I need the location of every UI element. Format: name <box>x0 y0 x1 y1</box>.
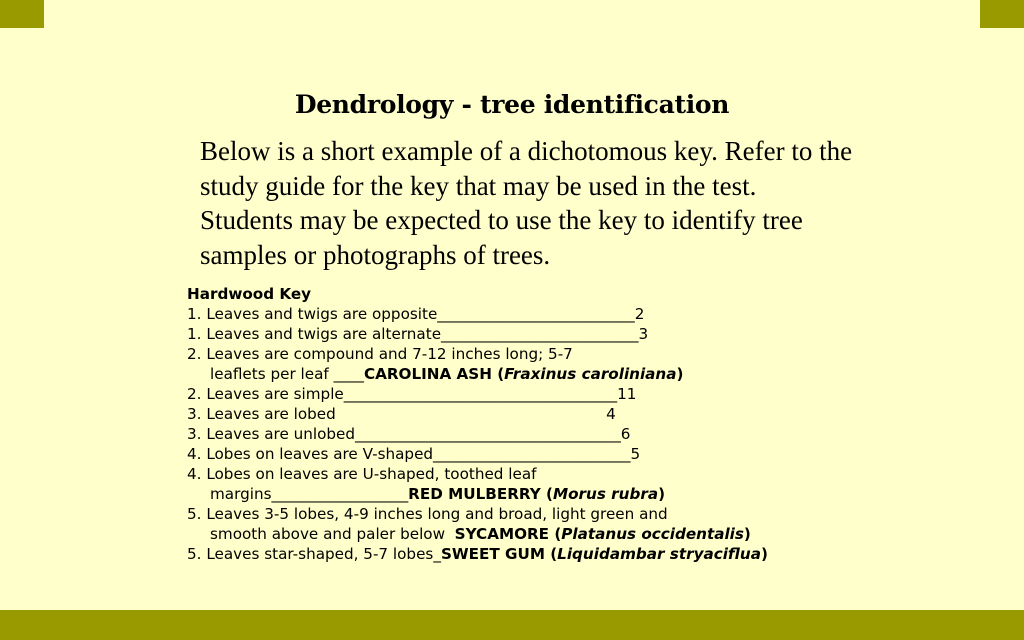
key-line: 3. Leaves are unlobed___________________________________6 <box>187 425 631 443</box>
tree-common-name: CAROLINA ASH ( <box>363 365 505 383</box>
corner-decoration-right <box>980 0 1024 28</box>
key-line: 2. Leaves are compound and 7-12 inches long; 5-7 <box>187 345 573 363</box>
tree-name-close: ) <box>676 365 684 383</box>
key-line: 4. Lobes on leaves are U-shaped, toothed leaf <box>187 465 537 483</box>
corner-decoration-left <box>0 0 44 28</box>
footer-bar <box>0 610 1024 640</box>
key-line: 4. Lobes on leaves are V-shaped__________________________5 <box>187 445 641 463</box>
key-line: 2. Leaves are simple____________________________________11 <box>187 385 637 403</box>
key-line: 3. Leaves are lobed 4 <box>187 405 616 423</box>
key-line <box>187 484 827 504</box>
key-line-text: leaflets per leaf ____ <box>210 365 364 383</box>
hardwood-key <box>187 284 827 564</box>
intro-line: Students may be expected to use the key to identify tree <box>200 205 803 235</box>
intro-paragraph <box>200 134 920 272</box>
key-line <box>187 544 827 564</box>
key-line: 5. Leaves 3-5 lobes, 4-9 inches long and broad, light green and <box>187 505 668 523</box>
key-line-text: margins__________________ <box>210 485 409 503</box>
tree-common-name: SWEET GUM ( <box>440 545 558 563</box>
tree-name-close: ) <box>658 485 666 503</box>
tree-scientific-name: Morus rubra <box>553 485 659 503</box>
intro-line: samples or photographs of trees. <box>200 239 551 270</box>
tree-scientific-name: Fraxinus caroliniana <box>504 365 677 383</box>
tree-scientific-name: Platanus occidentalis <box>561 525 744 543</box>
key-line <box>187 364 827 384</box>
key-heading: Hardwood Key <box>187 285 312 303</box>
tree-scientific-name: Liquidambar stryaciflua <box>557 545 761 563</box>
key-line: 1. Leaves and twigs are alternate__________________________3 <box>187 325 649 343</box>
key-line-text: smooth above and paler below <box>210 525 455 543</box>
tree-name-close: ) <box>760 545 768 563</box>
tree-common-name: RED MULBERRY ( <box>408 485 553 503</box>
key-line-text: 5. Leaves star-shaped, 5-7 lobes_ <box>187 545 441 563</box>
intro-line: study guide for the key that may be used in the test. <box>200 170 757 201</box>
tree-name-close: ) <box>743 525 751 543</box>
slide-title: Dendrology - tree identification <box>294 90 730 119</box>
key-line <box>187 524 827 544</box>
tree-common-name: SYCAMORE ( <box>454 525 562 543</box>
key-line: 1. Leaves and twigs are opposite__________________________2 <box>187 305 645 323</box>
intro-line: Below is a short example of a dichotomous key. Refer to the <box>200 136 853 166</box>
